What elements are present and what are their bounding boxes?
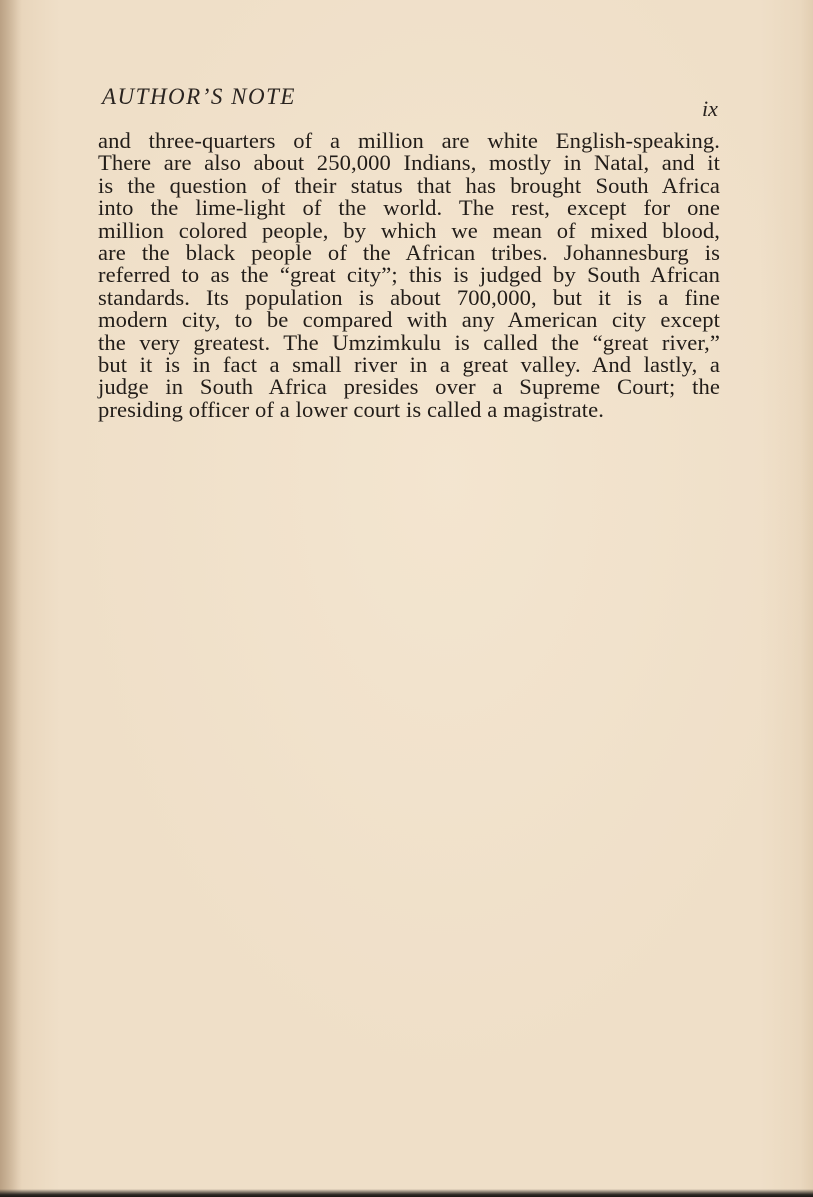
running-head: AUTHOR’S NOTE [102,84,296,109]
text-line: modern city, to be compared with any American city except [98,307,720,333]
text-line: into the lime-light of the world. The rest, except for one [98,195,720,221]
text-line: million colored people, by which we mean of mixed blood, [98,217,720,243]
page-gutter-shadow [0,0,22,1197]
page-number: ix [702,96,718,121]
text-line: There are also about 250,000 Indians, mostly in Natal, and it [98,150,720,176]
text-line: is the question of their status that has brought South Africa [98,172,720,198]
text-line: referred to as the “great city”; this is judged by South African [98,262,720,288]
text-line: standards. Its population is about 700,000, but it is a fine [98,284,720,310]
text-line: and three-quarters of a million are white English-speaking. [98,128,720,153]
text-line: presiding officer of a lower court is called a magistrate. [98,396,605,422]
page-bottom-edge [0,1189,813,1197]
text-line: are the black people of the African tribes. Johannesburg is [98,239,720,265]
text-line: but it is in fact a small river in a great valley. And lastly, a [98,351,720,377]
text-line: the very greatest. The Umzimkulu is called the “great river,” [98,329,720,355]
text-line: judge in South Africa presides over a Supreme Court; the [98,374,720,400]
body-paragraph [98,130,720,421]
